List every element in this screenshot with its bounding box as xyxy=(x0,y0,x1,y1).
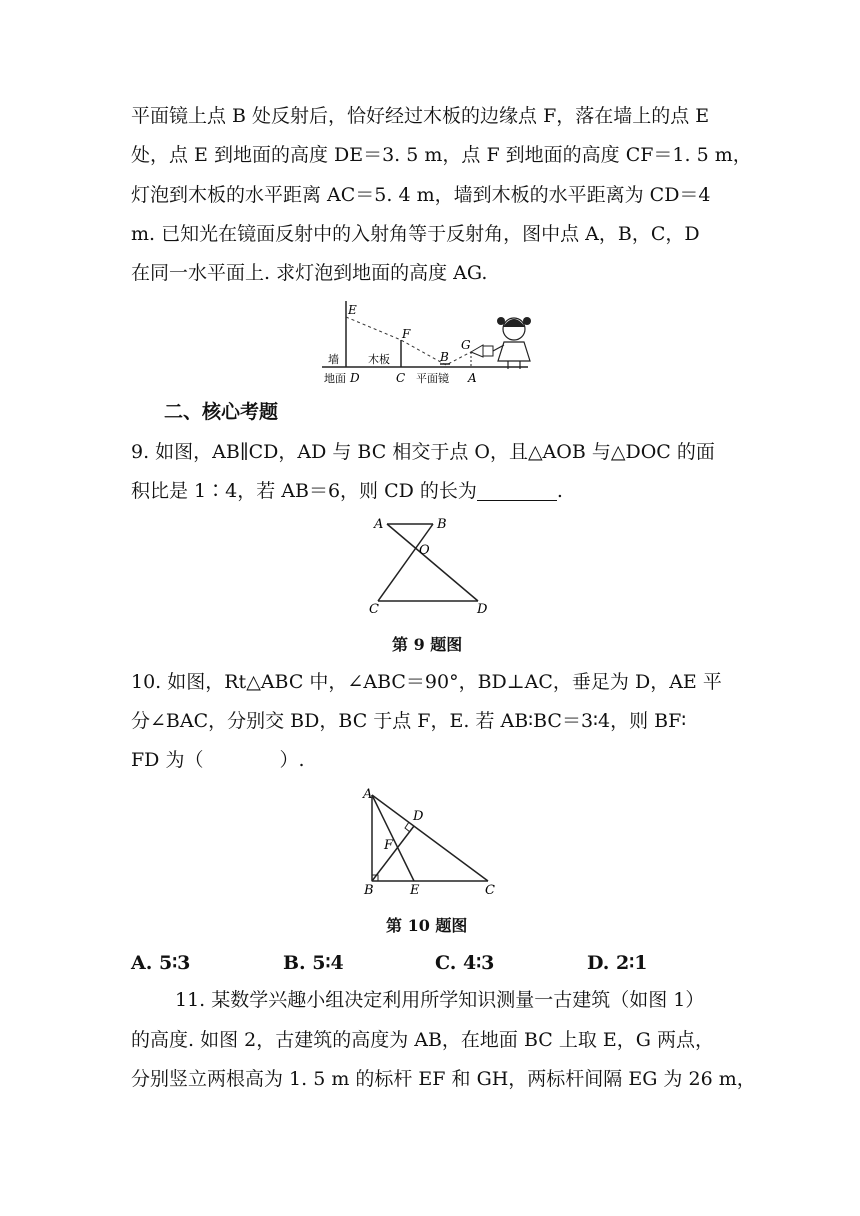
problem10-caption: 第 10 题图 xyxy=(386,916,468,935)
mirror-label: 平面镜 xyxy=(416,372,449,385)
problem8-figure xyxy=(318,297,548,389)
problem8-line-4: m. 已知光在镜面反射中的入射角等于反射角，图中点 A，B，C，D xyxy=(131,223,700,245)
label-O: O xyxy=(419,543,430,558)
problem10-line-3: FD 为（ ）. xyxy=(131,749,305,771)
label-D: D xyxy=(350,371,360,385)
label-F: F xyxy=(384,838,394,853)
problem10-figure xyxy=(355,784,505,898)
section-title: 二、核心考题 xyxy=(164,401,279,423)
label-E: E xyxy=(348,303,357,317)
problem11-line-3: 分别竖立两根高为 1. 5 m 的标杆 EF 和 GH，两标杆间隔 EG 为 26 m， xyxy=(131,1068,756,1090)
girl-illustration xyxy=(471,317,531,369)
problem9-line-2 xyxy=(131,476,563,506)
problem8-line-1: 平面镜上点 B 处反射后，恰好经过木板的边缘点 F，落在墙上的点 E xyxy=(131,105,710,127)
problem9-line-1: 9. 如图，AB∥CD，AD 与 BC 相交于点 O，且△AOB 与△DOC 的面 xyxy=(131,441,715,463)
option-c[interactable]: C. 4∶3 xyxy=(435,952,495,974)
board-label: 木板 xyxy=(368,353,390,366)
label-A: A xyxy=(374,517,384,532)
problem9-caption: 第 9 题图 xyxy=(392,635,463,654)
wall-label: 墙 xyxy=(328,353,339,366)
label-G: G xyxy=(461,338,471,352)
label-D: D xyxy=(477,602,488,616)
label-D: D xyxy=(413,809,424,824)
problem8-line-5: 在同一水平面上. 求灯泡到地面的高度 AG. xyxy=(131,262,488,284)
label-E: E xyxy=(410,883,420,898)
problem10-line-1: 10. 如图，Rt△ABC 中，∠ABC＝90°，BD⊥AC，垂足为 D，AE 平 xyxy=(131,671,722,693)
problem8-line-2: 处，点 E 到地面的高度 DE＝3. 5 m，点 F 到地面的高度 CF＝1. 5 m， xyxy=(131,144,752,166)
option-d[interactable]: D. 2∶1 xyxy=(587,952,648,974)
label-C: C xyxy=(396,371,406,385)
option-b[interactable]: B. 5∶4 xyxy=(283,952,344,974)
problem8-line-3: 灯泡到木板的水平距离 AC＝5. 4 m，墙到木板的水平距离为 CD＝4 xyxy=(131,184,711,206)
problem10-line-2: 分∠BAC，分别交 BD，BC 于点 F，E. 若 AB∶BC＝3∶4，则 BF∶ xyxy=(131,710,687,732)
problem9-line-2-text: 积比是 1∶4，若 AB＝6，则 CD 的长为 xyxy=(131,480,477,502)
problem9-line-2-end: . xyxy=(556,480,563,502)
option-a[interactable]: A. 5∶3 xyxy=(131,952,191,974)
label-A: A xyxy=(468,371,477,385)
label-F: F xyxy=(402,327,411,341)
answer-blank[interactable] xyxy=(477,480,557,501)
ground-label: 地面 xyxy=(324,372,346,385)
label-C: C xyxy=(369,602,379,616)
problem9-figure xyxy=(360,514,500,616)
label-B: B xyxy=(364,883,374,898)
label-B: B xyxy=(437,517,447,532)
label-C: C xyxy=(485,883,495,898)
label-B: B xyxy=(440,350,449,364)
problem11-line-1: 11. 某数学兴趣小组决定利用所学知识测量一古建筑（如图 1） xyxy=(175,989,705,1011)
problem11-line-2: 的高度. 如图 2，古建筑的高度为 AB，在地面 BC 上取 E，G 两点， xyxy=(131,1029,714,1051)
label-A: A xyxy=(363,787,373,802)
